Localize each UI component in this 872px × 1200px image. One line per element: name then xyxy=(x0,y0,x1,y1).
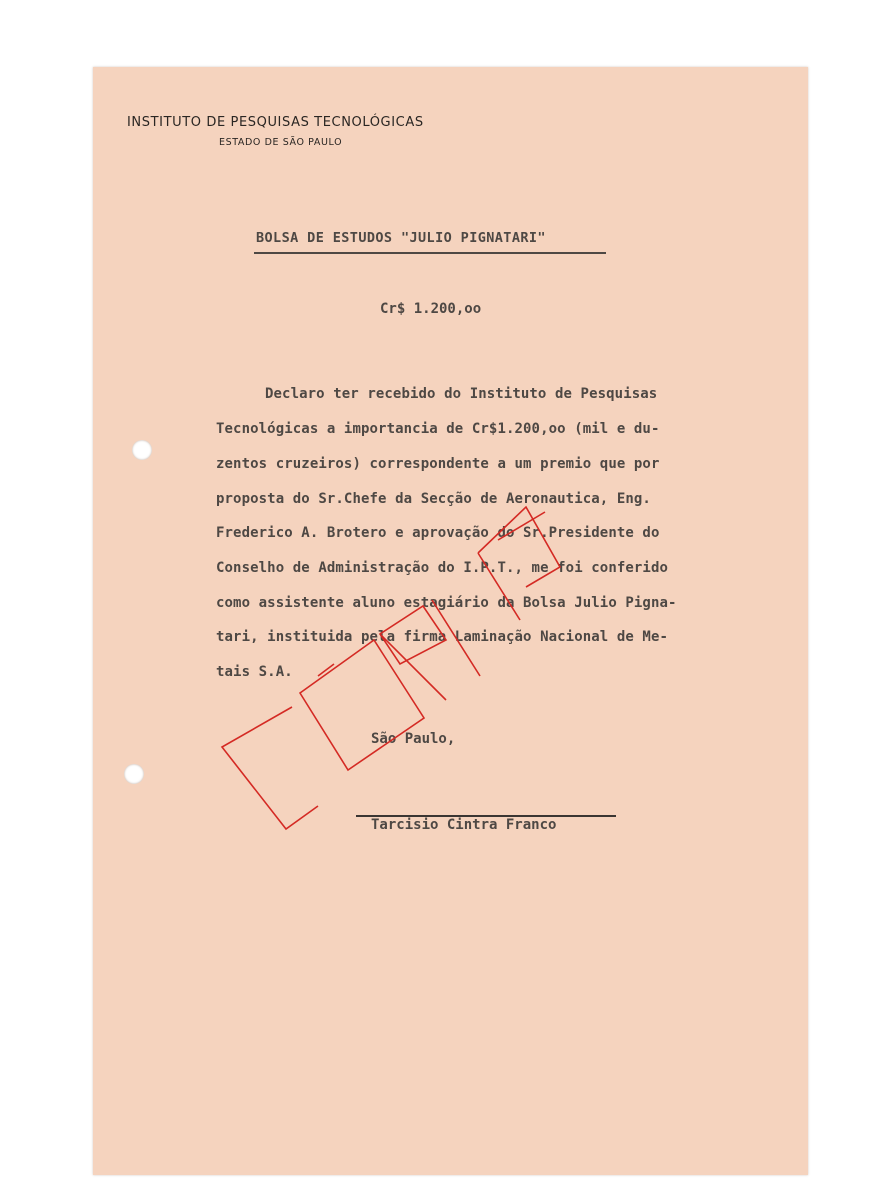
body-line: como assistente aluno estagiário da Bolsa Julio Pigna- xyxy=(216,595,677,611)
stamp-letter-i xyxy=(432,600,480,676)
stamp-letter-c xyxy=(222,707,318,829)
body-line: Conselho de Administração do I.P.T., me foi conferido xyxy=(216,560,669,576)
body-line: Tecnológicas a importancia de Cr$1.200,oo (mil e du- xyxy=(216,421,660,437)
letterhead-institution: INSTITUTO DE PESQUISAS TECNOLÓGICAS xyxy=(127,115,424,130)
stamp-letter-p-bowl xyxy=(380,606,446,664)
place: São Paulo, xyxy=(371,731,456,747)
signer-name: Tarcisio Cintra Franco xyxy=(371,817,557,833)
body-line: Declaro ter recebido do Instituto de Pesquisas xyxy=(265,386,658,402)
amount: Cr$ 1.200,oo xyxy=(380,301,482,317)
stamp-letter-a-leg xyxy=(478,553,520,620)
letterhead-state: ESTADO DE SÃO PAULO xyxy=(219,137,343,148)
document-title: BOLSA DE ESTUDOS "JULIO PIGNATARI" xyxy=(256,230,546,246)
stamp-letter-a xyxy=(478,507,560,587)
body-line: zentos cruzeiros) correspondente a um premio que por xyxy=(216,456,660,472)
body-line: Frederico A. Brotero e aprovação do Sr.Presidente do xyxy=(216,525,660,541)
stamp-letter-p xyxy=(380,634,446,700)
body-line: tari, instituida pela firma Laminação Nacional de Me- xyxy=(216,629,669,645)
body-line: proposta do Sr.Chefe da Secção de Aeronautica, Eng. xyxy=(216,491,651,507)
body-line: tais S.A. xyxy=(216,664,293,680)
